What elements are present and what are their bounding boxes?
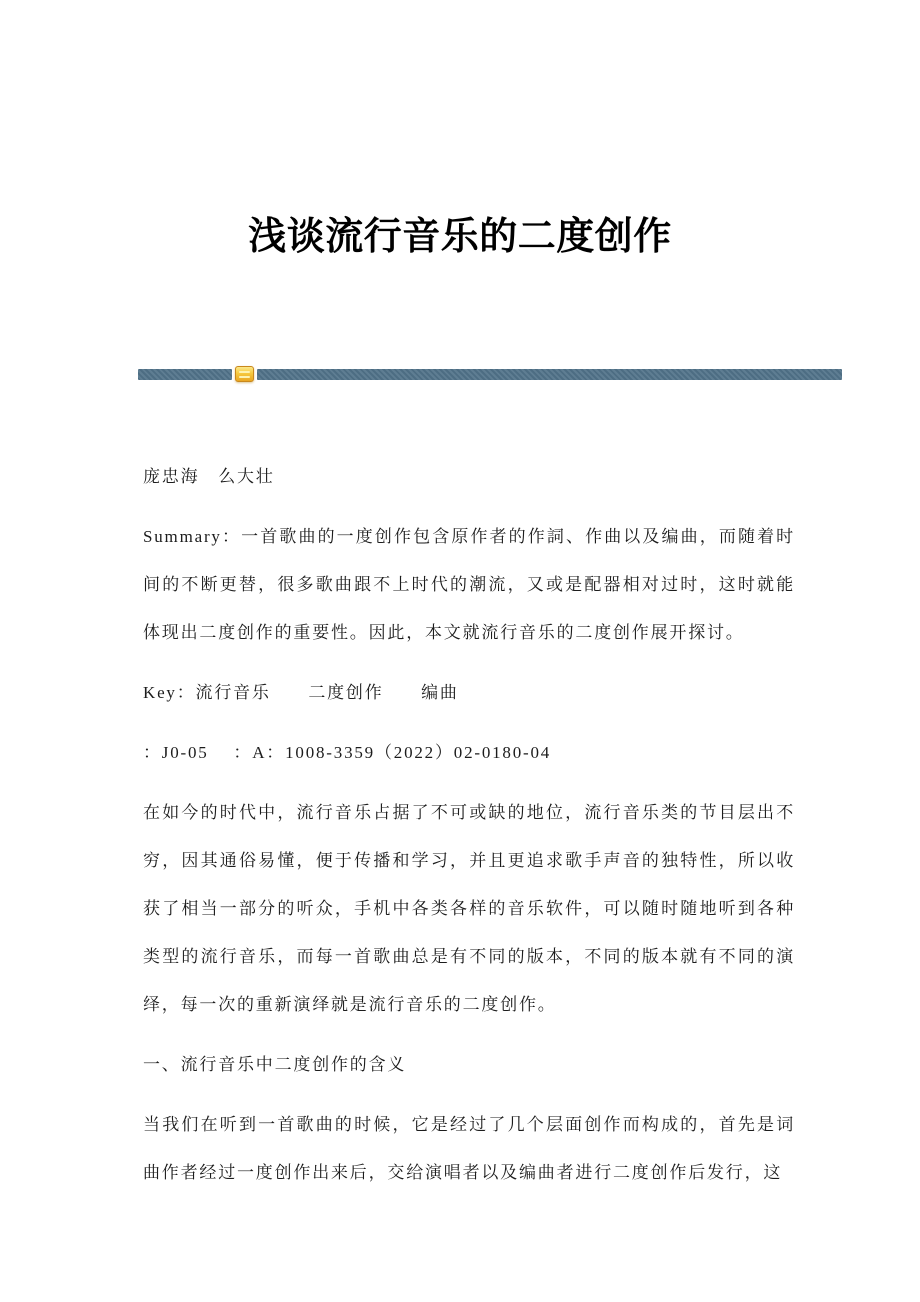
section-heading-1: 一、流行音乐中二度创作的含义 (143, 1055, 407, 1074)
divider-bar-right (257, 369, 842, 380)
article-codes-line: ：J0-05 ：A：1008-3359（2022）02-0180-04 (143, 743, 552, 762)
document-title: 浅谈流行音乐的二度创作 (248, 216, 672, 258)
body-paragraph-1: 在如今的时代中，流行音乐占据了不可或缺的地位，流行音乐类的节目层出不穷，因其通俗易懂，便于传播和学习，并且更追求歌手声音的独特性，所以收获了相当一部分的听众，手机中各类各样的音乐软件，可以随时随地听到各种类型的流行音乐，而每一首歌曲总是有不同的版本，不同的版本就有不同的演绎，每一次的重新演绎就是流行音乐的二度创作。 (143, 803, 795, 1014)
gold-badge-icon (235, 366, 254, 382)
summary-paragraph: Summary：一首歌曲的一度创作包含原作者的作詞、作曲以及编曲，而随着时间的不断更替，很多歌曲跟不上时代的潮流，又或是配器相对过时，这时就能体现出二度创作的重要性。因此，本文就流行音乐的二度创作展开探讨。 (143, 527, 795, 642)
divider-bar-left (138, 369, 232, 380)
author-line: 庞忠海 么大壮 (143, 467, 275, 486)
body-paragraph-2: 当我们在听到一首歌曲的时候，它是经过了几个层面创作而构成的，首先是词曲作者经过一度创作出来后，交给演唱者以及编曲者进行二度创作后发行，这 (143, 1115, 795, 1182)
keywords-line: Key：流行音乐 二度创作 编曲 (143, 683, 459, 702)
article-body (143, 453, 795, 1197)
title-divider (138, 365, 842, 383)
